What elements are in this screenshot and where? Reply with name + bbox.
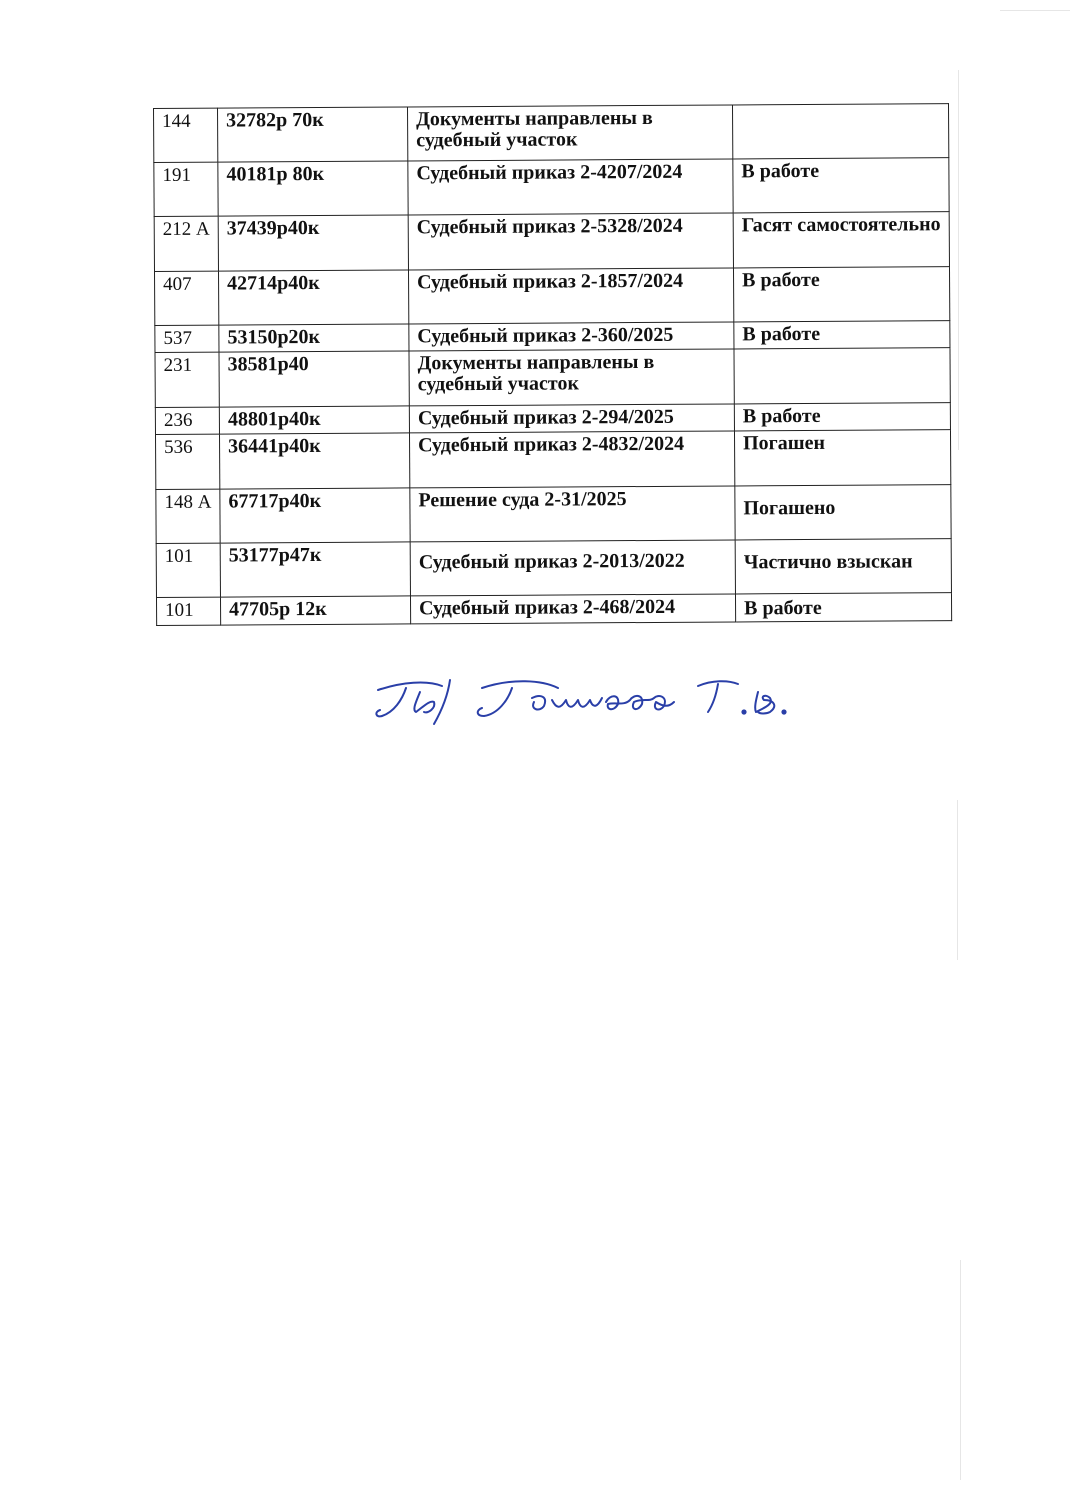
row-document: Судебный приказ 2-4207/2024	[408, 159, 733, 215]
scan-edge-mark	[960, 1260, 961, 1480]
row-amount: 48801р40к	[219, 406, 409, 434]
row-number: 212 А	[154, 216, 218, 271]
row-status: В работе	[735, 593, 951, 622]
row-amount: 37439р40к	[218, 215, 408, 271]
row-number: 101	[156, 597, 220, 625]
scan-edge-mark	[1000, 10, 1070, 11]
row-document: Документы направлены в судебный участок	[407, 105, 732, 161]
row-number: 536	[155, 434, 219, 489]
row-number: 191	[154, 162, 218, 216]
row-amount: 36441р40к	[219, 433, 409, 489]
row-document: Судебный приказ 2-468/2024	[410, 594, 735, 624]
row-amount: 53177р47к	[220, 542, 410, 597]
row-document: Судебный приказ 2-1857/2024	[408, 268, 733, 324]
row-number: 231	[155, 352, 219, 407]
table-row	[154, 104, 949, 163]
row-number: 101	[156, 543, 220, 597]
table-row	[154, 212, 949, 272]
row-amount: 42714р40к	[218, 270, 408, 325]
row-amount: 40181р 80к	[218, 161, 408, 216]
scan-edge-mark	[957, 800, 958, 960]
row-document: Решение суда 2-31/2025	[410, 486, 735, 542]
row-status: Гасят самостоятельно	[733, 212, 949, 268]
row-status: В работе	[733, 158, 949, 213]
table-row	[154, 158, 949, 217]
row-amount: 47705р 12к	[220, 596, 410, 625]
row-amount: 67717р40к	[220, 488, 410, 543]
row-document: Судебный приказ 2-294/2025	[409, 404, 734, 433]
table-row	[156, 593, 951, 626]
row-amount: 32782р 70к	[218, 107, 408, 162]
handwritten-signature	[372, 672, 802, 742]
row-document: Судебный приказ 2-360/2025	[409, 322, 734, 351]
row-document: Судебный приказ 2-4832/2024	[409, 431, 734, 488]
debts-table	[153, 103, 952, 626]
table-row	[155, 430, 950, 490]
row-number: 407	[154, 271, 218, 325]
row-document: Судебный приказ 2-2013/2022	[410, 540, 735, 596]
row-number: 537	[155, 325, 219, 352]
row-status	[732, 104, 948, 159]
row-status: Погашено	[735, 485, 951, 540]
row-status: В работе	[733, 267, 949, 322]
row-status: Частично взыскан	[735, 539, 951, 594]
row-number: 148 А	[156, 489, 220, 543]
table-row	[155, 348, 950, 408]
row-number: 236	[155, 407, 219, 434]
row-status	[734, 348, 950, 404]
row-status: В работе	[734, 321, 950, 349]
table-row	[156, 539, 951, 598]
row-number: 144	[154, 108, 218, 162]
row-amount: 53150р20к	[219, 324, 409, 352]
row-document: Документы направлены в судебный участок	[409, 349, 734, 406]
table-row	[156, 485, 951, 544]
row-amount: 38581р40	[219, 351, 409, 407]
scan-edge-mark	[958, 70, 959, 450]
row-status: Погашен	[734, 430, 950, 486]
table-row	[154, 267, 949, 326]
row-status: В работе	[734, 403, 950, 431]
row-document: Судебный приказ 2-5328/2024	[408, 213, 733, 270]
